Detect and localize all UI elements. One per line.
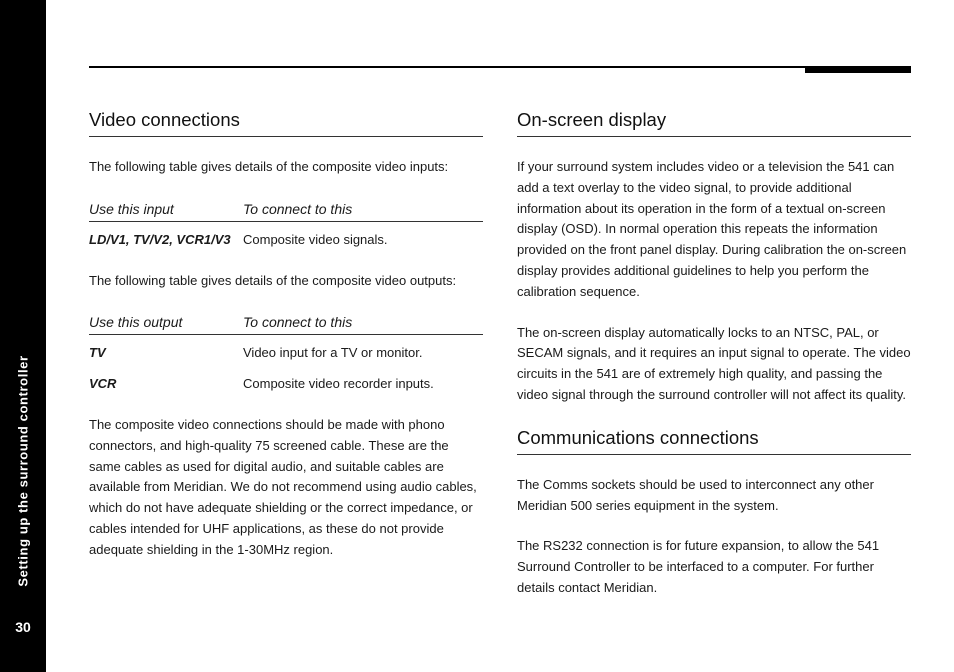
osd-paragraph-1: If your surround system includes video or a television the 541 can add a text overlay to the video signal, to provide additional information about its operation in the form of a textual on-screen display (OSD). In normal operation this repeats the information provided on the front panel display. During calibration the on-screen display provides additional guidelines to help you perform the calibration sequence. [517, 159, 907, 299]
comms-paragraph-1: The Comms sockets should be used to interconnect any other Meridian 500 series equipment in the system. [517, 476, 874, 513]
output-connection: Video input for a TV or monitor. [243, 345, 423, 361]
header-rule [89, 66, 805, 68]
table-row [89, 364, 483, 395]
header-rule-accent [805, 66, 911, 73]
output-connection: Composite video recorder inputs. [243, 376, 434, 392]
composite-video-paragraph: The composite video connections should be made with phono connectors, and high-quality 75 screened cable. These are the same cables as used for digital audio, and suitable cables are available from Meridian. We do not recommend using audio cables, which do not have adequate shielding or the correct impedance, or cables intended for UHF applications, as these do not provide adequate shielding in the 1-30MHz region. [89, 416, 477, 557]
right-column [517, 108, 911, 599]
chapter-title: Setting up the surround controller [15, 355, 31, 587]
inputs-table [89, 197, 483, 251]
inputs-table-header [89, 197, 483, 222]
column-header: To connect to this [243, 197, 483, 222]
input-name: LD/V1, TV/V2, VCR1/V3 [89, 231, 231, 247]
output-name: TV [89, 345, 106, 361]
table-row [89, 335, 483, 364]
output-name: VCR [89, 376, 117, 392]
video-connections-heading: Video connections [89, 108, 483, 137]
column-header: Use this output [89, 310, 243, 335]
osd-paragraph-2: The on-screen display automatically locks to an NTSC, PAL, or SECAM signals, and it requires an input signal to operate. The video circuits in the 541 are of extremely high quality, and passing the video signal through the surround controller will not affect its quality. [517, 324, 911, 402]
outputs-table-header [89, 310, 483, 335]
table-row [89, 221, 483, 250]
outputs-table [89, 310, 483, 395]
side-tab [0, 0, 46, 672]
inputs-intro: The following table gives details of the composite video inputs: [89, 159, 449, 174]
comms-paragraph-2: The RS232 connection is for future expansion, to allow the 541 Surround Controller to be interfaced to a computer. For further details contact Meridian. [517, 538, 880, 595]
column-header: Use this input [89, 197, 243, 222]
outputs-intro: The following table gives details of the composite video outputs: [89, 272, 457, 288]
page-number: 30 [15, 619, 31, 635]
on-screen-display-heading: On-screen display [517, 108, 911, 137]
input-connection: Composite video signals. [243, 231, 388, 247]
left-column [89, 108, 483, 561]
column-header: To connect to this [243, 310, 483, 335]
communications-heading: Communications connections [517, 426, 911, 455]
